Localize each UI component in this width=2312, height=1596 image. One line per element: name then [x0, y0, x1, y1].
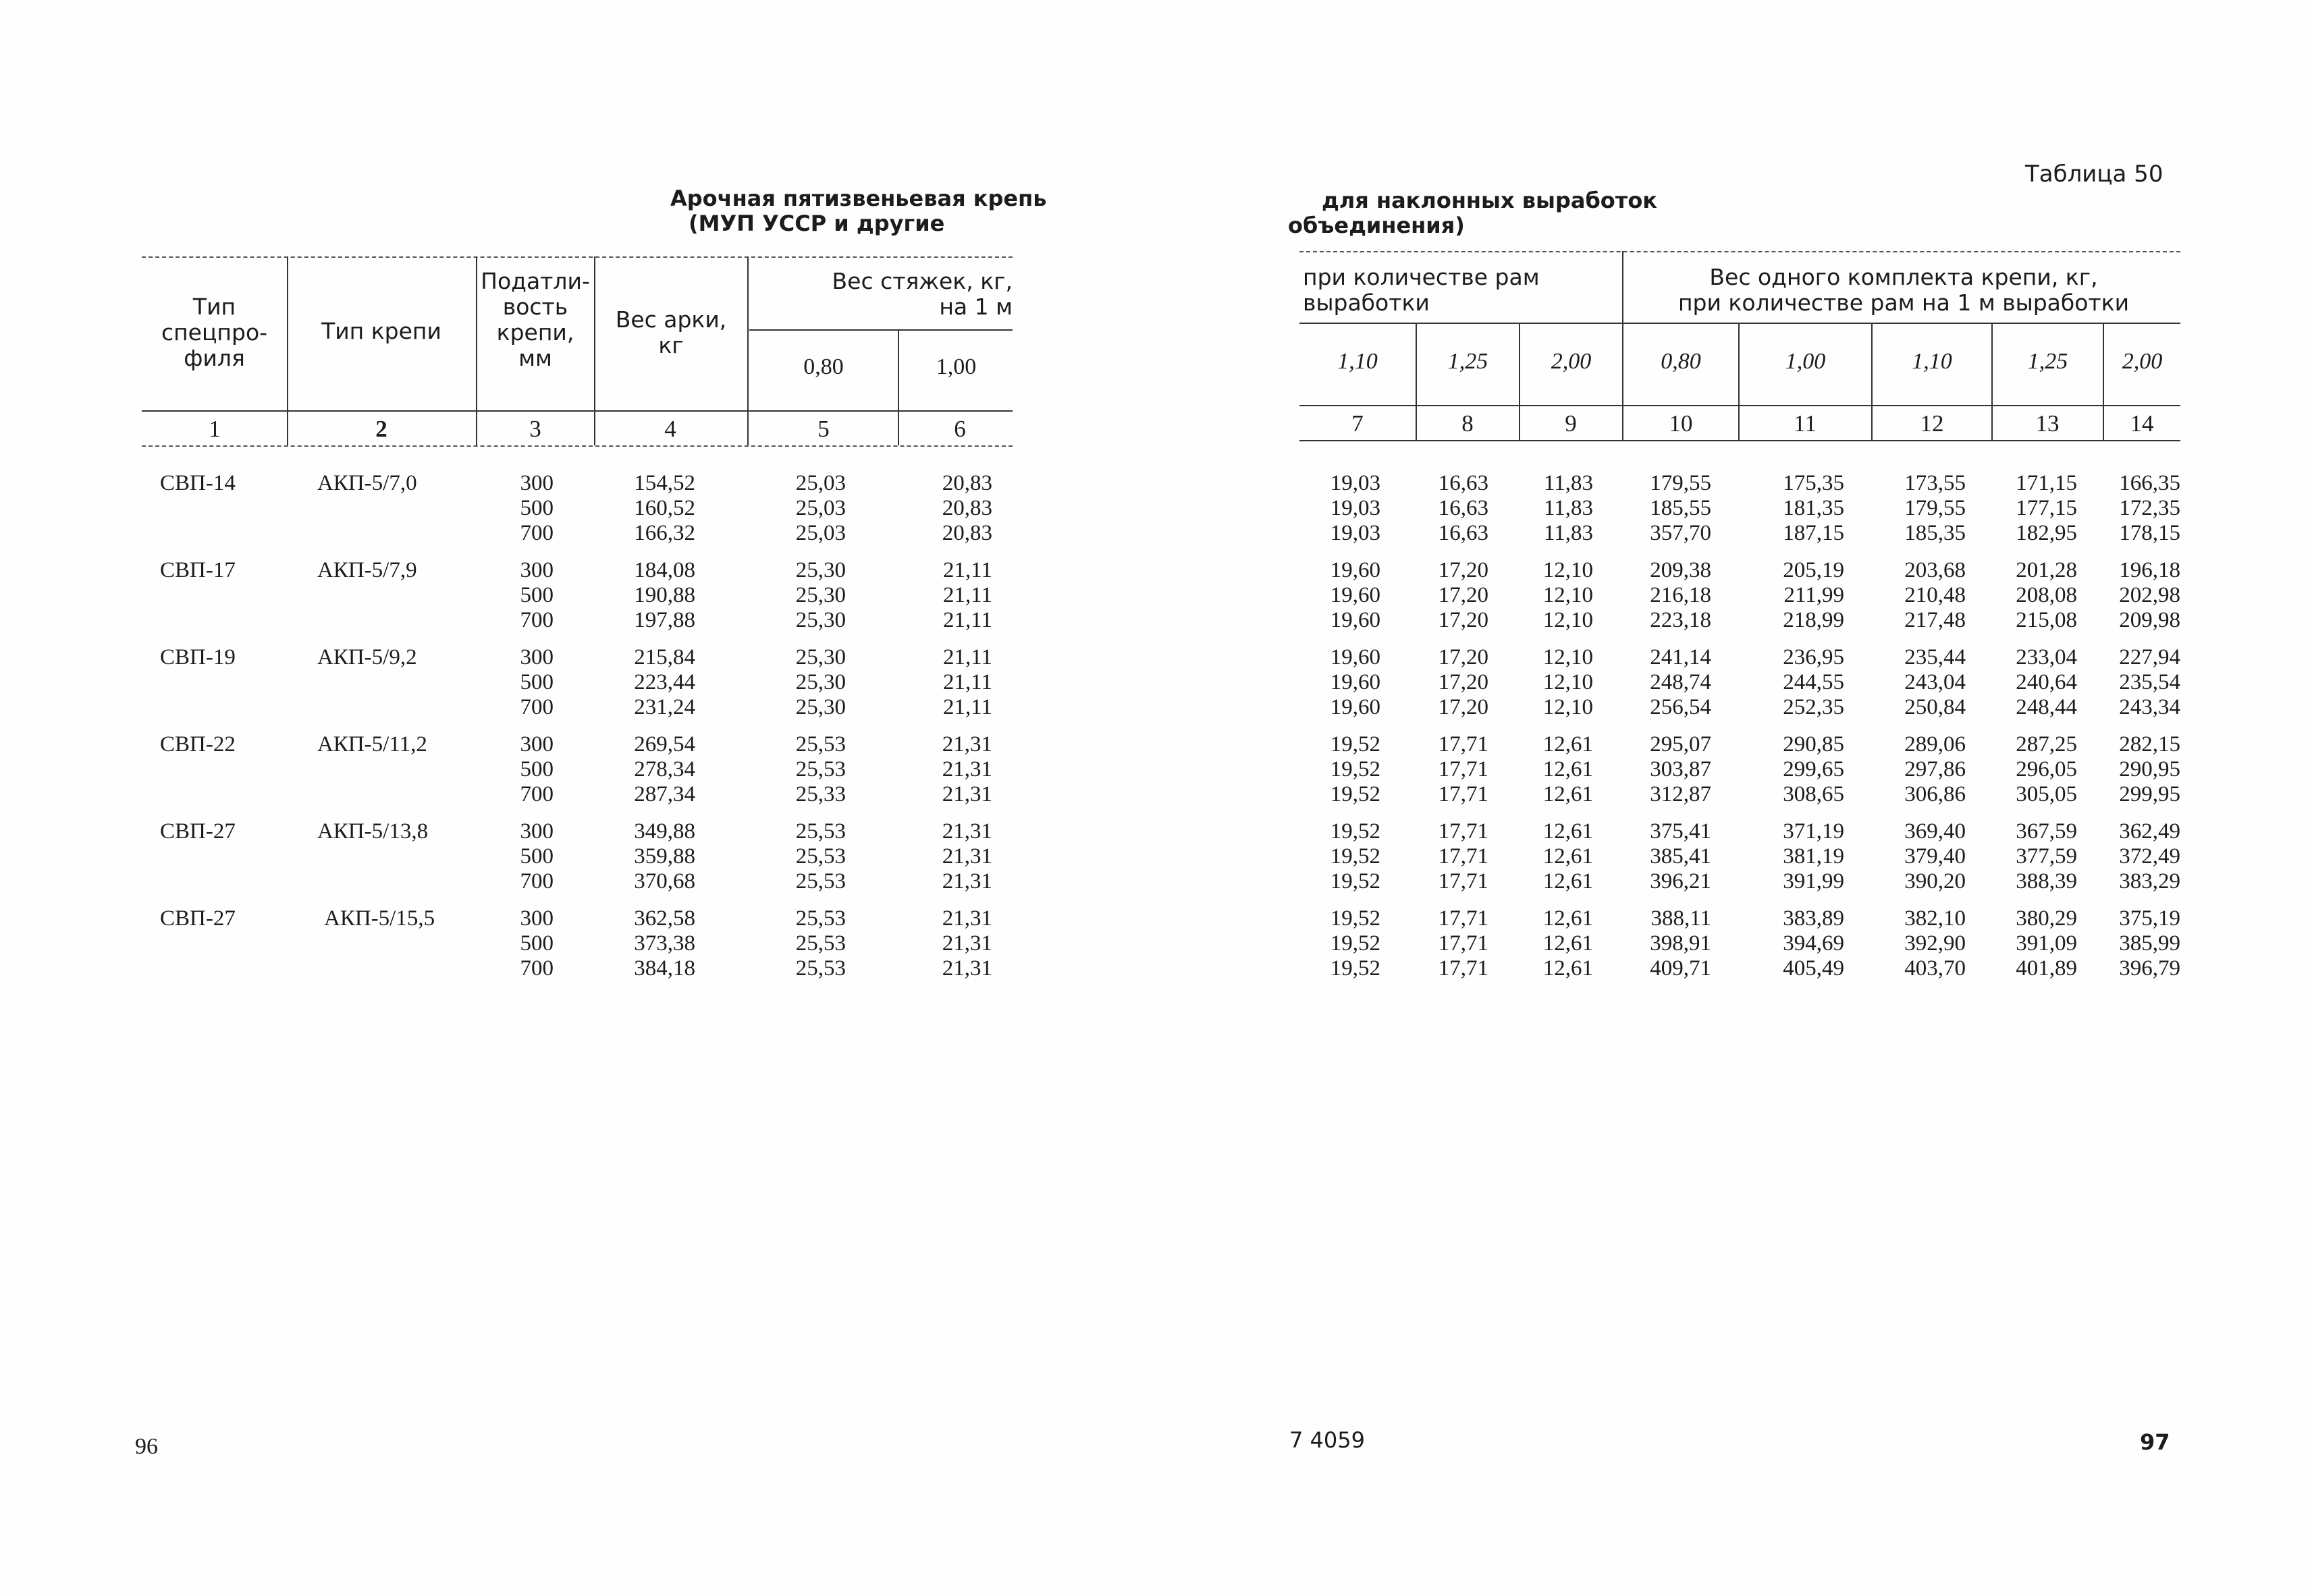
cell-value: 235,44	[1904, 645, 1966, 669]
colnum-2: 2	[375, 416, 387, 442]
header-arch-weight: Вес арки, кг	[615, 306, 727, 358]
cell-value: 12,10	[1542, 558, 1593, 582]
cell-value: 25,53	[795, 906, 846, 931]
cell-value: 178,15	[2119, 521, 2180, 545]
cell-value: 197,88	[634, 608, 695, 632]
cell-value: 211,99	[1783, 583, 1844, 607]
cell-value: 223,18	[1650, 608, 1711, 632]
cell-profile-type: СВП-19	[160, 645, 236, 669]
cell-profile-type: СВП-27	[160, 906, 236, 931]
cell-value: 248,44	[2016, 695, 2077, 719]
cell-value: 235,54	[2119, 670, 2180, 694]
cell-value: 21,11	[942, 645, 992, 669]
cell-value: 240,64	[2016, 670, 2077, 694]
cell-value: 256,54	[1650, 695, 1711, 719]
cell-value: 201,28	[2016, 558, 2077, 582]
cell-value: 12,61	[1542, 819, 1593, 844]
cell-value: 20,83	[942, 471, 992, 495]
cell-value: 218,99	[1783, 608, 1844, 632]
cell-profile-type: СВП-17	[160, 558, 236, 582]
cell-value: 19,60	[1330, 558, 1380, 582]
cell-value: 381,19	[1783, 844, 1844, 869]
colnum-6: 6	[954, 416, 966, 442]
header-compliance: Податли- вость крепи, мм	[481, 268, 590, 371]
cell-value: 382,10	[1904, 906, 1966, 931]
cell-value: 19,60	[1330, 670, 1380, 694]
page-number-right: 97	[2140, 1429, 2170, 1455]
cell-value: 209,38	[1650, 558, 1711, 582]
cell-value: 25,53	[795, 956, 846, 981]
cell-value: 19,52	[1330, 869, 1380, 893]
cell-value: 500	[520, 670, 554, 694]
cell-value: 25,53	[795, 819, 846, 844]
cell-value: 17,71	[1438, 757, 1488, 781]
cell-profile-type: СВП-22	[160, 732, 236, 756]
cell-value: 184,08	[634, 558, 695, 582]
header-sub-7: 1,10	[1337, 349, 1378, 374]
cell-value: 205,19	[1783, 558, 1844, 582]
cell-value: 300	[520, 906, 554, 931]
colnum-11: 11	[1794, 410, 1817, 437]
header-ties-weight: Вес стяжек, кг, на 1 м	[832, 268, 1013, 320]
cell-value: 21,31	[942, 906, 992, 931]
header-frames-count: при количестве рам выработки	[1303, 264, 1540, 316]
cell-value: 17,71	[1438, 931, 1488, 956]
header-sub-12: 1,10	[1912, 349, 1952, 374]
cell-value: 21,31	[942, 819, 992, 844]
cell-value: 11,83	[1543, 521, 1593, 545]
cell-value: 210,48	[1904, 583, 1966, 607]
cell-value: 369,40	[1904, 819, 1966, 844]
cell-value: 289,06	[1904, 732, 1966, 756]
cell-value: 700	[520, 782, 554, 806]
cell-value: 396,79	[2119, 956, 2180, 981]
cell-value: 25,30	[795, 608, 846, 632]
cell-value: 373,38	[634, 931, 695, 956]
cell-value: 375,41	[1650, 819, 1711, 844]
cell-value: 500	[520, 931, 554, 956]
cell-value: 209,98	[2119, 608, 2180, 632]
header-sub-13: 1,25	[2027, 349, 2068, 374]
cell-value: 367,59	[2016, 819, 2077, 844]
cell-value: 25,53	[795, 869, 846, 893]
cell-value: 17,20	[1438, 583, 1488, 607]
cell-value: 17,20	[1438, 558, 1488, 582]
colnum-14: 14	[2130, 410, 2154, 437]
cell-value: 398,91	[1650, 931, 1711, 956]
cell-value: 16,63	[1438, 471, 1488, 495]
cell-value: 241,14	[1650, 645, 1711, 669]
cell-value: 300	[520, 819, 554, 844]
cell-profile-type: СВП-27	[160, 819, 236, 844]
cell-value: 12,61	[1542, 931, 1593, 956]
colnum-8: 8	[1461, 410, 1474, 437]
cell-value: 19,03	[1330, 496, 1380, 520]
cell-value: 359,88	[634, 844, 695, 869]
cell-value: 12,61	[1542, 956, 1593, 981]
cell-value: 17,71	[1438, 844, 1488, 869]
cell-support-type: АКП-5/11,2	[317, 732, 427, 756]
colnum-9: 9	[1565, 410, 1577, 437]
cell-value: 19,52	[1330, 906, 1380, 931]
cell-value: 171,15	[2016, 471, 2077, 495]
cell-value: 700	[520, 869, 554, 893]
cell-value: 500	[520, 757, 554, 781]
header-sub-100: 1,00	[936, 354, 977, 379]
table-label: Таблица 50	[2025, 161, 2163, 188]
cell-value: 403,70	[1904, 956, 1966, 981]
cell-value: 21,11	[942, 583, 992, 607]
cell-value: 500	[520, 844, 554, 869]
cell-value: 377,59	[2016, 844, 2077, 869]
cell-value: 21,31	[942, 869, 992, 893]
cell-value: 179,55	[1904, 496, 1966, 520]
cell-value: 290,95	[2119, 757, 2180, 781]
cell-value: 282,15	[2119, 732, 2180, 756]
cell-value: 203,68	[1904, 558, 1966, 582]
cell-value: 19,52	[1330, 782, 1380, 806]
cell-value: 385,41	[1650, 844, 1711, 869]
cell-value: 380,29	[2016, 906, 2077, 931]
cell-value: 25,03	[795, 496, 846, 520]
cell-value: 252,35	[1783, 695, 1844, 719]
cell-value: 299,65	[1783, 757, 1844, 781]
cell-value: 349,88	[634, 819, 695, 844]
colnum-4: 4	[664, 416, 676, 442]
cell-value: 190,88	[634, 583, 695, 607]
cell-value: 394,69	[1783, 931, 1844, 956]
cell-value: 173,55	[1904, 471, 1966, 495]
cell-value: 21,11	[942, 608, 992, 632]
header-sub-9: 2,00	[1551, 349, 1592, 374]
cell-value: 182,95	[2016, 521, 2077, 545]
cell-value: 185,35	[1904, 521, 1966, 545]
cell-value: 12,61	[1542, 869, 1593, 893]
cell-value: 25,53	[795, 732, 846, 756]
cell-value: 25,53	[795, 757, 846, 781]
cell-value: 166,32	[634, 521, 695, 545]
cell-value: 388,11	[1650, 906, 1711, 931]
cell-value: 196,18	[2119, 558, 2180, 582]
cell-value: 25,53	[795, 844, 846, 869]
cell-value: 244,55	[1783, 670, 1844, 694]
cell-value: 362,49	[2119, 819, 2180, 844]
cell-value: 700	[520, 956, 554, 981]
cell-value: 287,34	[634, 782, 695, 806]
cell-value: 16,63	[1438, 496, 1488, 520]
cell-value: 19,60	[1330, 695, 1380, 719]
cell-value: 390,20	[1904, 869, 1966, 893]
cell-value: 20,83	[942, 521, 992, 545]
cell-value: 278,34	[634, 757, 695, 781]
cell-value: 19,52	[1330, 844, 1380, 869]
cell-value: 379,40	[1904, 844, 1966, 869]
header-sub-11: 1,00	[1785, 349, 1826, 374]
right-title-line1: для наклонных выработок	[1322, 188, 1658, 213]
cell-support-type: АКП-5/15,5	[324, 906, 435, 931]
cell-value: 21,31	[942, 844, 992, 869]
cell-value: 21,11	[942, 670, 992, 694]
cell-value: 300	[520, 558, 554, 582]
cell-value: 312,87	[1650, 782, 1711, 806]
cell-value: 19,52	[1330, 956, 1380, 981]
header-support-type: Тип крепи	[321, 318, 441, 344]
cell-value: 392,90	[1904, 931, 1966, 956]
cell-value: 388,39	[2016, 869, 2077, 893]
cell-value: 25,30	[795, 695, 846, 719]
cell-value: 179,55	[1650, 471, 1711, 495]
header-set-weight: Вес одного комплекта крепи, кг, при количестве рам на 1 м выработки	[1677, 264, 2130, 316]
cell-value: 25,33	[795, 782, 846, 806]
cell-value: 383,89	[1783, 906, 1844, 931]
header-sub-10: 0,80	[1661, 349, 1701, 374]
cell-value: 19,60	[1330, 583, 1380, 607]
cell-value: 306,86	[1904, 782, 1966, 806]
cell-value: 172,35	[2119, 496, 2180, 520]
cell-value: 19,03	[1330, 521, 1380, 545]
cell-value: 19,52	[1330, 819, 1380, 844]
cell-value: 303,87	[1650, 757, 1711, 781]
cell-value: 21,31	[942, 757, 992, 781]
cell-value: 21,11	[942, 558, 992, 582]
cell-value: 12,61	[1542, 782, 1593, 806]
cell-value: 17,71	[1438, 782, 1488, 806]
cell-value: 371,19	[1783, 819, 1844, 844]
cell-value: 12,61	[1542, 732, 1593, 756]
cell-value: 19,60	[1330, 608, 1380, 632]
cell-value: 21,31	[942, 782, 992, 806]
cell-support-type: АКП-5/9,2	[317, 645, 417, 669]
cell-value: 19,60	[1330, 645, 1380, 669]
cell-value: 287,25	[2016, 732, 2077, 756]
cell-value: 385,99	[2119, 931, 2180, 956]
header-sub-8: 1,25	[1447, 349, 1488, 374]
cell-value: 17,20	[1438, 695, 1488, 719]
cell-value: 248,74	[1650, 670, 1711, 694]
cell-value: 25,30	[795, 583, 846, 607]
cell-value: 236,95	[1783, 645, 1844, 669]
cell-value: 12,10	[1542, 695, 1593, 719]
cell-value: 21,31	[942, 732, 992, 756]
cell-value: 700	[520, 608, 554, 632]
cell-value: 295,07	[1650, 732, 1711, 756]
cell-value: 19,52	[1330, 732, 1380, 756]
cell-profile-type: СВП-14	[160, 471, 236, 495]
cell-value: 391,09	[2016, 931, 2077, 956]
cell-value: 375,19	[2119, 906, 2180, 931]
cell-value: 299,95	[2119, 782, 2180, 806]
cell-value: 12,10	[1542, 608, 1593, 632]
cell-value: 383,29	[2119, 869, 2180, 893]
cell-value: 25,30	[795, 670, 846, 694]
cell-value: 11,83	[1543, 496, 1593, 520]
cell-value: 25,03	[795, 471, 846, 495]
cell-value: 217,48	[1904, 608, 1966, 632]
cell-value: 215,84	[634, 645, 695, 669]
cell-value: 181,35	[1783, 496, 1844, 520]
cell-value: 17,71	[1438, 732, 1488, 756]
cell-value: 243,34	[2119, 695, 2180, 719]
cell-value: 19,03	[1330, 471, 1380, 495]
cell-value: 215,08	[2016, 608, 2077, 632]
cell-value: 362,58	[634, 906, 695, 931]
cell-value: 305,05	[2016, 782, 2077, 806]
cell-value: 409,71	[1650, 956, 1711, 981]
cell-value: 17,71	[1438, 906, 1488, 931]
cell-value: 700	[520, 695, 554, 719]
cell-value: 177,15	[2016, 496, 2077, 520]
cell-value: 500	[520, 496, 554, 520]
cell-value: 20,83	[942, 496, 992, 520]
cell-value: 25,30	[795, 645, 846, 669]
cell-value: 17,20	[1438, 645, 1488, 669]
cell-value: 300	[520, 471, 554, 495]
cell-value: 17,71	[1438, 956, 1488, 981]
cell-support-type: АКП-5/7,9	[317, 558, 417, 582]
cell-value: 243,04	[1904, 670, 1966, 694]
cell-value: 160,52	[634, 496, 695, 520]
cell-value: 175,35	[1783, 471, 1844, 495]
cell-value: 300	[520, 732, 554, 756]
cell-value: 17,71	[1438, 869, 1488, 893]
colnum-5: 5	[817, 416, 830, 442]
cell-value: 21,31	[942, 956, 992, 981]
colnum-3: 3	[529, 416, 541, 442]
cell-value: 296,05	[2016, 757, 2077, 781]
cell-value: 202,98	[2119, 583, 2180, 607]
colnum-12: 12	[1920, 410, 1944, 437]
page-number-left: 96	[135, 1434, 158, 1459]
cell-value: 12,10	[1542, 583, 1593, 607]
cell-value: 290,85	[1783, 732, 1844, 756]
header-sub-14: 2,00	[2122, 349, 2163, 374]
colnum-13: 13	[2035, 410, 2060, 437]
cell-value: 19,52	[1330, 931, 1380, 956]
cell-value: 12,10	[1542, 645, 1593, 669]
cell-value: 405,49	[1783, 956, 1844, 981]
header-profile-type: Тип спецпро- филя	[161, 294, 268, 371]
left-title-line1: Арочная пятизвеньевая крепь	[670, 186, 1047, 211]
cell-value: 372,49	[2119, 844, 2180, 869]
cell-value: 396,21	[1650, 869, 1711, 893]
cell-value: 12,61	[1542, 757, 1593, 781]
cell-value: 154,52	[634, 471, 695, 495]
cell-value: 223,44	[634, 670, 695, 694]
cell-value: 216,18	[1650, 583, 1711, 607]
cell-value: 12,61	[1542, 906, 1593, 931]
cell-value: 21,11	[942, 695, 992, 719]
colnum-10: 10	[1669, 410, 1693, 437]
cell-value: 233,04	[2016, 645, 2077, 669]
cell-value: 19,52	[1330, 757, 1380, 781]
cell-value: 269,54	[634, 732, 695, 756]
cell-value: 11,83	[1543, 471, 1593, 495]
cell-value: 17,20	[1438, 670, 1488, 694]
cell-value: 384,18	[634, 956, 695, 981]
cell-value: 17,20	[1438, 608, 1488, 632]
cell-value: 16,63	[1438, 521, 1488, 545]
cell-value: 300	[520, 645, 554, 669]
footer-code: 7 4059	[1289, 1427, 1365, 1453]
left-title-line2: (МУП УССР и другие	[689, 211, 945, 236]
colnum-7: 7	[1351, 410, 1364, 437]
cell-value: 700	[520, 521, 554, 545]
cell-value: 17,71	[1438, 819, 1488, 844]
cell-value: 12,61	[1542, 844, 1593, 869]
cell-value: 297,86	[1904, 757, 1966, 781]
cell-value: 25,30	[795, 558, 846, 582]
cell-support-type: АКП-5/7,0	[317, 471, 417, 495]
cell-value: 401,89	[2016, 956, 2077, 981]
cell-value: 12,10	[1542, 670, 1593, 694]
cell-support-type: АКП-5/13,8	[317, 819, 429, 844]
cell-value: 500	[520, 583, 554, 607]
cell-value: 227,94	[2119, 645, 2180, 669]
cell-value: 25,53	[795, 931, 846, 956]
cell-value: 231,24	[634, 695, 695, 719]
cell-value: 166,35	[2119, 471, 2180, 495]
cell-value: 357,70	[1650, 521, 1711, 545]
cell-value: 250,84	[1904, 695, 1966, 719]
cell-value: 21,31	[942, 931, 992, 956]
colnum-1: 1	[209, 416, 221, 442]
cell-value: 187,15	[1783, 521, 1844, 545]
cell-value: 391,99	[1783, 869, 1844, 893]
cell-value: 25,03	[795, 521, 846, 545]
header-sub-080: 0,80	[803, 354, 844, 379]
cell-value: 185,55	[1650, 496, 1711, 520]
cell-value: 308,65	[1783, 782, 1844, 806]
cell-value: 208,08	[2016, 583, 2077, 607]
right-title-line2: объединения)	[1288, 213, 1465, 238]
cell-value: 370,68	[634, 869, 695, 893]
